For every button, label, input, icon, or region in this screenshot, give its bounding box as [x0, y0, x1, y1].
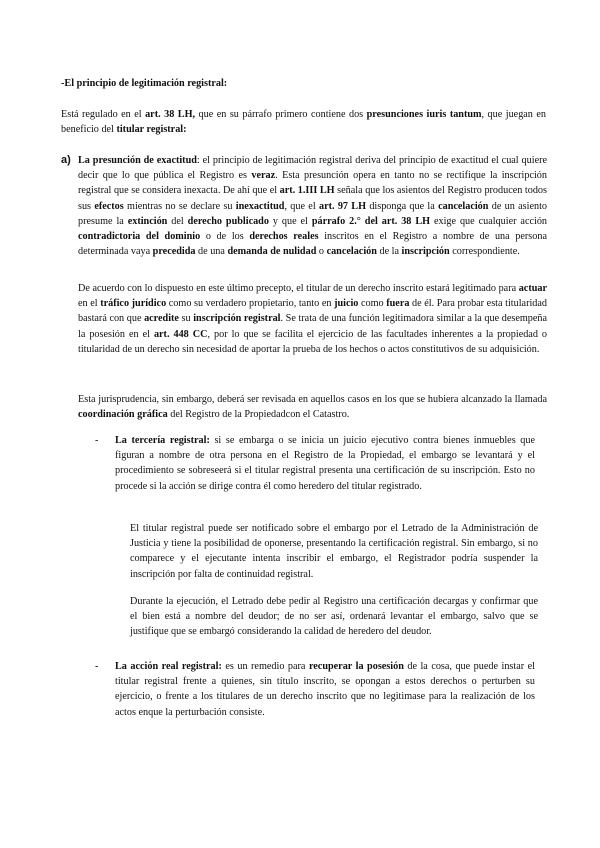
terceria-registral-text: La tercería registral: si se embarga o se inicia un juicio ejecutivo contra bienes inmuebles que figuran a nombre de otra persona en el Registro de la Propiedad, el embargo se levantará y el procedimiento se sobreseerá si el titular registral presenta una certificación de su inscripción. Esto no procede si la acción se dirige contra él como heredero del titular registrado. — [115, 435, 535, 492]
bullet-dash: - — [95, 435, 99, 446]
bullet-dash: - — [95, 661, 99, 672]
legitimacion-paragraph: De acuerdo con lo dispuesto en este último precepto, el titular de un derecho inscrito estará legitimado para actuar en el tráfico jurídico como su verdadero propietario, tanto en juicio como fuera de él. Para probar esta titularidad bastará con que acredite su inscripción registral. Se trata de una función legitimadora similar a la que desempeña la posesión en el art. 448 CC, por lo que se facilita el ejercicio de las facultades inherentes a la propiedad o titularidad de un derecho sin necesidad de aportar la prueba de los hechos o actos constitutivos de su adquisición. — [78, 283, 548, 355]
accion-real-registral-text: La acción real registral: es un remedio para recuperar la posesión de la cosa, que puede instar el titular registral frente a quienes, sin título inscrito, se opongan a estos derechos o perturben su ejercicio, o frente a los titulares de un derecho inscrito que no legitimase para la realización de los actos enque la perturbación consiste. — [115, 661, 535, 718]
notificacion-paragraph: El titular registral puede ser notificado sobre el embargo por el Letrado de la Administración de Justicia y tiene la posibilidad de oponerse, presentando la certificación registral. Sin embargo, si no comparece y el ejecutante intenta inscribir el embargo, el Registrador podría suspender la inscripción por falta de continuidad registral. — [130, 523, 538, 580]
ejecucion-paragraph: Durante la ejecución, el Letrado debe pedir al Registro una certificación decargas y confirmar que el bien está a nombre del deudor; de no ser así, ordenará levantar el embargo, salvo que se justifique que se embargó considerando la calidad de heredero del deudor. — [130, 596, 538, 638]
section-heading: -El principio de legitimación registral: — [61, 78, 228, 89]
bullet-accion-real-registral — [95, 659, 535, 720]
bullet-terceria-registral — [95, 433, 535, 494]
section-a-marker: a) — [61, 154, 71, 166]
section-a — [61, 153, 547, 259]
intro-paragraph: Está regulado en el art. 38 LH, que en su párrafo primero contiene dos presunciones iuris tantum, que juegan en beneficio del titular registral: — [61, 109, 547, 136]
presuncion-exactitud-paragraph: La presunción de exactitud: el principio de legitimación registral deriva del principio de exactitud el cual quiere decir que lo que pública el Registro es veraz. Esta presunción opera en tanto no se rectifique la inscripción registral que se considera inexacta. De ahí que el art. 1.III LH señala que los asientos del Registro producen todos sus efectos mientras no se declare su inexactitud, que el art. 97 LH disponga que la cancelación de un asiento presume la extinción del derecho publicado y que el párrafo 2.° del art. 38 LH exige que cualquier acción contradictoria del dominio o de los derechos reales inscritos en el Registro a nombre de una persona determinada vaya precedida de una demanda de nulidad o cancelación de la inscripción correspondiente. — [78, 155, 548, 258]
jurisprudencia-paragraph: Esta jurisprudencia, sin embargo, deberá ser revisada en aquellos casos en los que se hubiera alcanzado la llamada coordinación gráfica del Registro de la Propiedadcon el Catastro. — [78, 394, 547, 421]
